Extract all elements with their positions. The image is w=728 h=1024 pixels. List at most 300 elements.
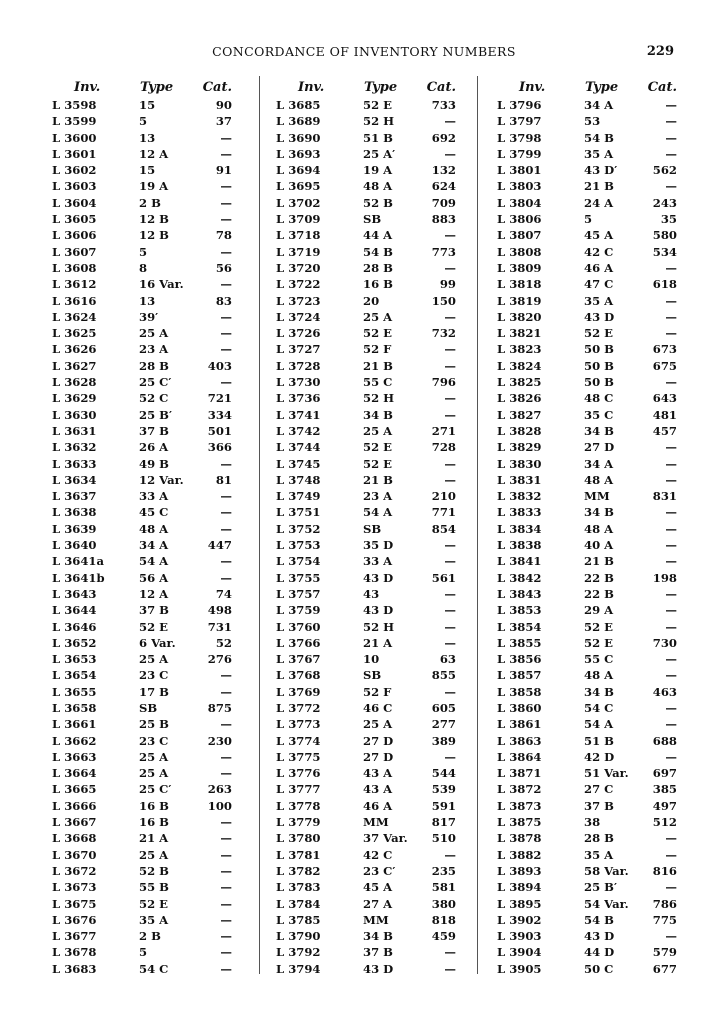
catalogue-number: 74 [215,586,232,601]
type-value: 25 B′ [584,880,618,895]
inventory-number: L 3767 [276,652,321,667]
table-row [497,342,687,358]
table-row [52,831,242,847]
table-row [276,359,466,375]
table-row [276,179,466,195]
inventory-number: L 3831 [497,472,542,487]
table-row [52,962,242,978]
type-value: 55 B [139,880,169,895]
inventory-number: L 3662 [52,733,97,748]
catalogue-number: 697 [652,766,677,781]
inventory-number: L 3672 [52,863,97,878]
table-row [497,929,687,945]
table-row [497,864,687,880]
catalogue-number: — [220,505,232,520]
catalogue-number: 83 [215,293,232,308]
table-row [497,538,687,554]
inventory-number: L 3798 [497,130,542,145]
catalogue-number: 380 [431,896,456,911]
type-value: 34 B [584,505,614,520]
catalogue-number: — [444,342,456,357]
catalogue-number: — [220,521,232,536]
type-value: 48 C [584,391,614,406]
catalogue-number: — [220,130,232,145]
type-value: 21 B [584,554,614,569]
type-value: 42 C [363,847,393,862]
catalogue-number: 854 [431,521,456,536]
type-value: 35 A [139,912,169,927]
type-value: 43 A [363,782,393,797]
table-row [497,131,687,147]
type-value: 28 B [584,831,614,846]
inventory-number: L 3601 [52,146,97,161]
catalogue-number: 675 [652,358,677,373]
catalogue-number: — [444,749,456,764]
type-value: 54 Var. [584,896,629,911]
type-value: 50 B [584,375,614,390]
catalogue-number: 733 [431,98,456,112]
page-header [0,44,728,64]
type-value: 50 B [584,342,614,357]
inventory-number: L 3790 [276,929,321,944]
table-row [276,342,466,358]
table-row [497,179,687,195]
type-value: 35 D [363,538,394,553]
table-row [276,848,466,864]
inventory-number: L 3875 [497,815,542,830]
type-value: SB [363,521,382,536]
type-value: 34 A [139,538,169,553]
catalogue-number: — [665,326,677,341]
catalogue-number: — [444,407,456,422]
catalogue-number: — [220,326,232,341]
table-row [276,636,466,652]
type-value: 52 E [584,635,614,650]
type-value: 25 A [363,309,393,324]
inventory-number: L 3807 [497,228,542,243]
catalogue-number: 498 [207,603,232,618]
type-value: 46 C [363,700,393,715]
catalogue-number: 501 [207,423,232,438]
type-value: 53 [584,114,601,129]
table-row [497,228,687,244]
table-row [276,440,466,456]
catalogue-number: 463 [652,684,677,699]
inventory-number: L 3776 [276,766,321,781]
table-row [52,375,242,391]
catalogue-number: — [220,179,232,194]
catalogue-number: 91 [215,163,232,178]
table-row [497,294,687,310]
type-value: 27 D [584,440,615,455]
catalogue-number: — [220,375,232,390]
table-row [497,815,687,831]
catalogue-number: 56 [215,260,232,275]
table-row [52,179,242,195]
inventory-number: L 3757 [276,586,321,601]
header-cat: Cat. [202,80,232,95]
type-value: 12 B [139,228,169,243]
type-value: 43 A [363,766,393,781]
type-value: 52 E [363,98,393,112]
table-row [497,326,687,342]
type-value: 23 A [139,342,169,357]
catalogue-number: 235 [431,863,456,878]
catalogue-number: 677 [652,961,677,976]
catalogue-number: 817 [431,815,456,830]
table-row [52,766,242,782]
table-row [276,505,466,521]
inventory-number: L 3780 [276,831,321,846]
table-row [52,587,242,603]
catalogue-number: 35 [660,212,677,227]
table-row [52,554,242,570]
type-value: 54 C [584,700,614,715]
table-row [52,913,242,929]
inventory-number: L 3749 [276,489,321,504]
catalogue-number: 883 [431,212,456,227]
table-row [52,750,242,766]
inventory-number: L 3606 [52,228,97,243]
inventory-number: L 3826 [497,391,542,406]
type-value: 44 D [584,945,615,960]
catalogue-number: — [220,945,232,960]
type-value: 19 A [139,179,169,194]
catalogue-number: — [444,146,456,161]
table-row [497,685,687,701]
inventory-number: L 3784 [276,896,321,911]
table-row [52,717,242,733]
inventory-number: L 3638 [52,505,97,520]
type-value: 52 B [363,195,393,210]
inventory-number: L 3655 [52,684,97,699]
catalogue-number: 875 [207,700,232,715]
catalogue-number: — [220,456,232,471]
inventory-number: L 3742 [276,423,321,438]
catalogue-number: 389 [431,733,456,748]
catalogue-number: — [220,342,232,357]
inventory-number: L 3631 [52,423,97,438]
table-row [52,603,242,619]
table-row [52,799,242,815]
inventory-number: L 3893 [497,863,542,878]
type-value: 48 A [584,472,614,487]
inventory-number: L 3600 [52,130,97,145]
inventory-number: L 3667 [52,815,97,830]
catalogue-number: — [444,945,456,960]
table-row [52,897,242,913]
type-value: 29 A [584,603,614,618]
table-row [497,799,687,815]
type-value: 16 B [139,815,169,830]
inventory-number: L 3637 [52,489,97,504]
table-row [52,522,242,538]
table-row [497,440,687,456]
catalogue-number: — [220,831,232,846]
type-value: 42 D [584,749,615,764]
type-value: 5 [139,244,148,259]
inventory-number: L 3640 [52,538,97,553]
table-row [276,196,466,212]
inventory-number: L 3801 [497,163,542,178]
type-value: 52 H [363,619,395,634]
type-value: 25 A [363,423,393,438]
type-value: 25 A [139,766,169,781]
type-value: 2 B [139,195,161,210]
type-value: 33 A [363,554,393,569]
catalogue-number: — [665,929,677,944]
inventory-number: L 3903 [497,929,542,944]
inventory-number: L 3685 [276,98,321,112]
type-value: 43 D′ [584,163,618,178]
type-value: 23 C′ [363,863,396,878]
table-row [497,424,687,440]
type-value: 39′ [139,309,159,324]
type-value: 25 A [363,717,393,732]
type-value: 34 B [584,684,614,699]
table-row [497,359,687,375]
inventory-number: L 3748 [276,472,321,487]
inventory-number: L 3842 [497,570,542,585]
type-value: 52 B [139,863,169,878]
catalogue-number: 771 [431,505,456,520]
catalogue-number: — [220,896,232,911]
type-value: 58 Var. [584,863,629,878]
type-value: 34 A [584,98,614,112]
catalogue-number: 81 [215,472,232,487]
inventory-number: L 3796 [497,98,542,112]
inventory-number: L 3683 [52,961,97,976]
type-value: 33 A [139,489,169,504]
table-row [497,114,687,130]
inventory-number: L 3772 [276,700,321,715]
catalogue-number: — [665,146,677,161]
column-divider [259,76,260,974]
inventory-number: L 3626 [52,342,97,357]
inventory-number: L 3778 [276,798,321,813]
inventory-number: L 3689 [276,114,321,129]
catalogue-number: 709 [431,195,456,210]
type-value: 37 Var. [363,831,408,846]
catalogue-number: 271 [431,423,456,438]
table-row [497,212,687,228]
catalogue-number: — [220,309,232,324]
inventory-number: L 3627 [52,358,97,373]
table-row [276,473,466,489]
inventory-number: L 3668 [52,831,97,846]
type-value: 42 C [584,244,614,259]
table-row [52,489,242,505]
catalogue-number: — [444,260,456,275]
inventory-number: L 3625 [52,326,97,341]
catalogue-number: 150 [431,293,456,308]
table-row [497,913,687,929]
table-row [276,620,466,636]
catalogue-number: — [665,831,677,846]
table-row [276,554,466,570]
table-row [497,897,687,913]
catalogue-number: — [444,684,456,699]
type-value: 27 D [363,749,394,764]
type-value: 34 B [584,423,614,438]
table-row [276,652,466,668]
page-title: CONCORDANCE OF INVENTORY NUMBERS [212,44,516,59]
catalogue-number: 132 [431,163,456,178]
type-value: 2 B [139,929,161,944]
inventory-number: L 3818 [497,277,542,292]
type-value: 55 C [584,652,614,667]
table-row [497,831,687,847]
table-row [276,375,466,391]
catalogue-number: — [220,717,232,732]
type-value: 23 C [139,668,169,683]
catalogue-number: — [220,195,232,210]
inventory-number: L 3823 [497,342,542,357]
table-row [497,391,687,407]
inventory-number: L 3695 [276,179,321,194]
catalogue-number: 334 [207,407,232,422]
type-value: 25 B′ [139,407,173,422]
type-value: 50 B [584,358,614,373]
type-value: SB [139,700,158,715]
type-value: 51 B [584,733,614,748]
table-row [276,131,466,147]
inventory-number: L 3861 [497,717,542,732]
table-row [497,734,687,750]
catalogue-number: — [444,554,456,569]
type-value: 55 C [363,375,393,390]
inventory-number: L 3634 [52,472,97,487]
inventory-number: L 3809 [497,260,542,275]
type-value: 25 B [139,717,169,732]
catalogue-number: 78 [215,228,232,243]
type-value: 52 C [139,391,169,406]
inventory-number: L 3690 [276,130,321,145]
inventory-number: L 3694 [276,163,321,178]
table-row [276,913,466,929]
inventory-number: L 3773 [276,717,321,732]
type-value: 26 A [139,440,169,455]
catalogue-number: — [444,586,456,601]
catalogue-number: 37 [215,114,232,129]
catalogue-number: — [665,505,677,520]
inventory-number: L 3824 [497,358,542,373]
type-value: 25 C′ [139,375,172,390]
type-value: 22 B [584,570,614,585]
type-value: 38 [584,815,601,830]
catalogue-number: 459 [431,929,456,944]
table-row [276,815,466,831]
inventory-number: L 3829 [497,440,542,455]
catalogue-number: — [220,212,232,227]
catalogue-number: — [220,489,232,504]
inventory-number: L 3857 [497,668,542,683]
catalogue-number: — [665,456,677,471]
type-value: 5 [584,212,593,227]
table-row [52,782,242,798]
table-row [52,294,242,310]
header-cat: Cat. [426,80,456,95]
table-row [497,620,687,636]
inventory-number: L 3646 [52,619,97,634]
catalogue-number: 100 [207,798,232,813]
catalogue-number: — [444,847,456,862]
type-value: 27 C [584,782,614,797]
inventory-number: L 3855 [497,635,542,650]
header-cat: Cat. [647,80,677,95]
catalogue-number: — [665,130,677,145]
catalogue-number: — [665,293,677,308]
inventory-number: L 3629 [52,391,97,406]
type-value: 40 A [584,538,614,553]
catalogue-number: 624 [431,179,456,194]
table-row [52,571,242,587]
inventory-number: L 3819 [497,293,542,308]
type-value: 21 A [363,635,393,650]
type-value: 37 B [139,423,169,438]
inventory-number: L 3768 [276,668,321,683]
type-value: 43 D [584,929,615,944]
table-row [52,701,242,717]
inventory-number: L 3722 [276,277,321,292]
inventory-number: L 3882 [497,847,542,862]
catalogue-number: — [444,603,456,618]
type-value: 35 C [584,407,614,422]
inventory-number: L 3607 [52,244,97,259]
type-value: 12 B [139,212,169,227]
inventory-number: L 3661 [52,717,97,732]
catalogue-number: 673 [652,342,677,357]
table-row [276,326,466,342]
inventory-number: L 3825 [497,375,542,390]
type-value: 23 C [139,733,169,748]
table-row [52,310,242,326]
table-row [276,864,466,880]
inventory-number: L 3830 [497,456,542,471]
type-value: 43 [363,586,380,601]
inventory-number: L 3775 [276,749,321,764]
catalogue-number: — [444,358,456,373]
table-row [276,98,466,114]
table-row [52,668,242,684]
type-value: 34 A [584,456,614,471]
catalogue-number: — [665,652,677,667]
header-type: Type [585,80,619,95]
inventory-number: L 3673 [52,880,97,895]
inventory-number: L 3754 [276,554,321,569]
catalogue-number: 63 [439,652,456,667]
inventory-number: L 3863 [497,733,542,748]
inventory-number: L 3663 [52,749,97,764]
inventory-number: L 3904 [497,945,542,960]
inventory-number: L 3630 [52,407,97,422]
type-value: 25 A [139,326,169,341]
inventory-number: L 3602 [52,163,97,178]
inventory-number: L 3858 [497,684,542,699]
inventory-number: L 3864 [497,749,542,764]
type-value: MM [363,815,389,830]
catalogue-number: 263 [207,782,232,797]
type-value: 25 C′ [139,782,172,797]
table-row [52,880,242,896]
catalogue-number: 728 [431,440,456,455]
type-value: 54 B [584,130,614,145]
type-value: 54 B [363,244,393,259]
type-value: 15 [139,98,156,112]
catalogue-number: — [220,847,232,862]
catalogue-number: — [220,880,232,895]
catalogue-number: — [665,98,677,112]
